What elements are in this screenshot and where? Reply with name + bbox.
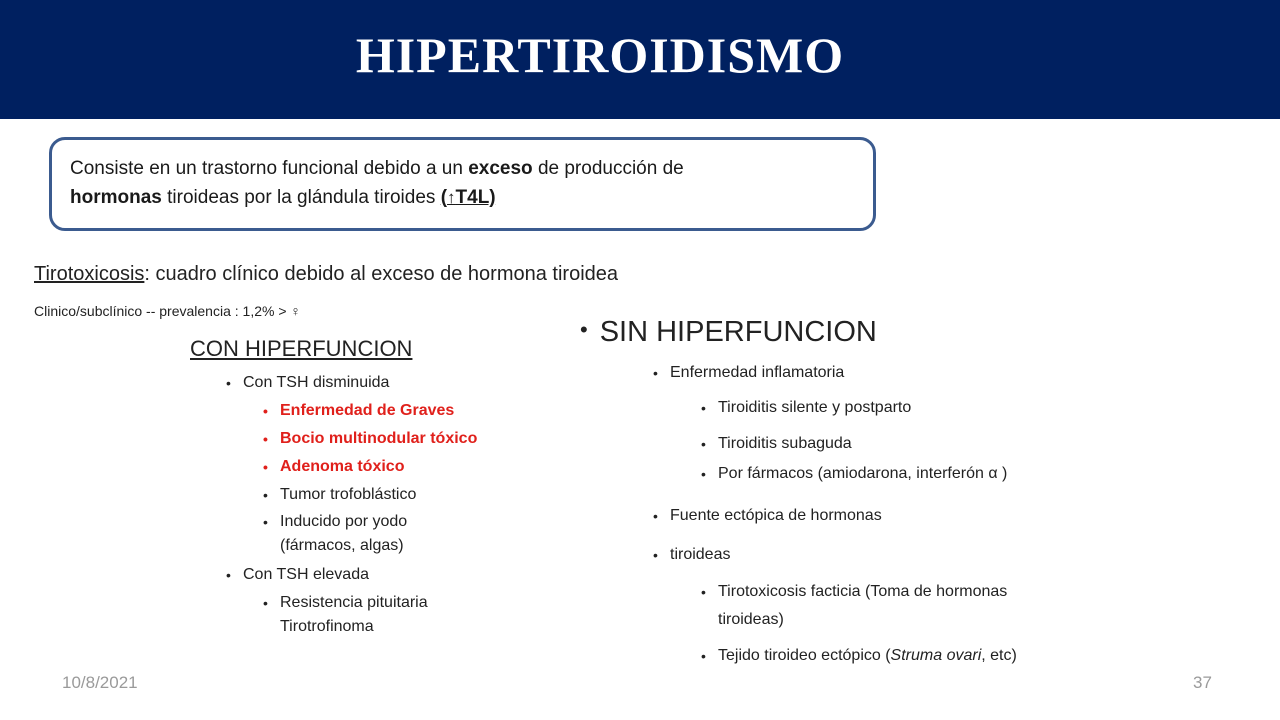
list-item-text: Bocio multinodular tóxico <box>280 430 478 447</box>
list-item-text: Enfermedad de Graves <box>280 402 455 419</box>
list-item-text: tiroideas) <box>718 611 784 628</box>
list-item-continuation <box>280 617 374 637</box>
list-item-text: Por fármacos (amiodarona, interferón α ) <box>718 465 1008 482</box>
list-item-text: (fármacos, algas) <box>280 537 404 554</box>
definition-text <box>70 154 860 212</box>
tirotoxicosis-line <box>34 263 618 286</box>
con-hiperfuncion-title: CON HIPERFUNCION <box>190 336 413 361</box>
list-item-text: Inducido por yodo <box>280 513 408 530</box>
arrow-up-icon: ↑ <box>447 188 456 207</box>
slide-title: HIPERTIROIDISMO <box>355 27 845 83</box>
list-item: • Por fármacos (amiodarona, interferón α ) <box>701 465 1008 482</box>
list-item-text: , etc) <box>981 647 1017 664</box>
definition-part3: tiroideas por la glándula tiroides <box>161 187 441 208</box>
list-item-text: Tirotoxicosis facticia (Toma de hormonas <box>718 583 1008 600</box>
definition-part2: de producción de <box>532 158 684 179</box>
tirotoxicosis-term: Tirotoxicosis <box>34 263 145 285</box>
list-item: • Con TSH disminuida <box>226 374 390 391</box>
list-item-text: Tejido tiroideo ectópico ( <box>718 647 891 664</box>
list-item: • Con TSH elevada <box>226 566 369 583</box>
list-item-text: Enfermedad inflamatoria <box>670 364 845 381</box>
list-item: • Inducido por yodo <box>263 513 408 530</box>
list-item-text: Con TSH elevada <box>243 566 369 583</box>
list-item-text: Tiroiditis silente y postparto <box>718 399 912 416</box>
list-item-italic: Struma ovari <box>890 647 982 664</box>
list-item-text: Con TSH disminuida <box>243 374 390 391</box>
t4l-label <box>441 187 496 208</box>
list-item-text: tiroideas <box>670 546 731 563</box>
list-item: • Tejido tiroideo ectópico (Struma ovari, etc) <box>701 647 1017 664</box>
sin-hiperfuncion-title <box>580 316 877 349</box>
list-item: • Adenoma tóxico <box>263 458 405 475</box>
prevalence-line: Clinico/subclínico -- prevalencia : 1,2% > ♀ <box>34 303 301 319</box>
list-item: • Fuente ectópica de hormonas <box>653 507 882 524</box>
list-item-text: Tirotrofinoma <box>280 618 374 635</box>
header-bar <box>0 0 1280 119</box>
definition-bold-exceso: exceso <box>468 158 533 179</box>
list-item: • Tirotoxicosis facticia (Toma de hormonas <box>701 583 1008 600</box>
page-number: 37 <box>1193 673 1212 692</box>
definition-part1: Consiste en un trastorno funcional debido a un <box>70 158 469 179</box>
list-item-text: Adenoma tóxico <box>280 458 405 475</box>
list-item: • Tiroiditis subaguda <box>701 435 852 452</box>
list-item: • Enfermedad de Graves <box>263 402 455 419</box>
definition-bold-hormonas: hormonas <box>70 187 162 208</box>
bullet-icon: • <box>580 317 588 342</box>
list-item-text: Tumor trofoblástico <box>280 486 417 503</box>
list-item: • tiroideas <box>653 546 731 563</box>
t4l-open: ( <box>440 187 448 208</box>
list-item-text: Resistencia pituitaria <box>280 594 428 611</box>
list-item: • Resistencia pituitaria <box>263 594 428 611</box>
tirotoxicosis-definition: : cuadro clínico debido al exceso de hormona tiroidea <box>144 263 619 285</box>
list-item: • Tiroiditis silente y postparto <box>701 399 912 416</box>
list-item-continuation <box>280 536 404 556</box>
footer-date: 10/8/2021 <box>62 673 138 692</box>
list-item: • Tumor trofoblástico <box>263 486 417 503</box>
list-item-text: Fuente ectópica de hormonas <box>670 507 882 524</box>
list-item-continuation <box>718 610 784 630</box>
definition-box <box>49 137 876 231</box>
list-item: • Bocio multinodular tóxico <box>263 430 478 447</box>
sin-hiperfuncion-label: SIN HIPERFUNCION <box>599 316 877 348</box>
t4l-close: T4L) <box>455 187 496 208</box>
list-item: • Enfermedad inflamatoria <box>653 364 845 381</box>
list-item-text: Tiroiditis subaguda <box>718 435 852 452</box>
